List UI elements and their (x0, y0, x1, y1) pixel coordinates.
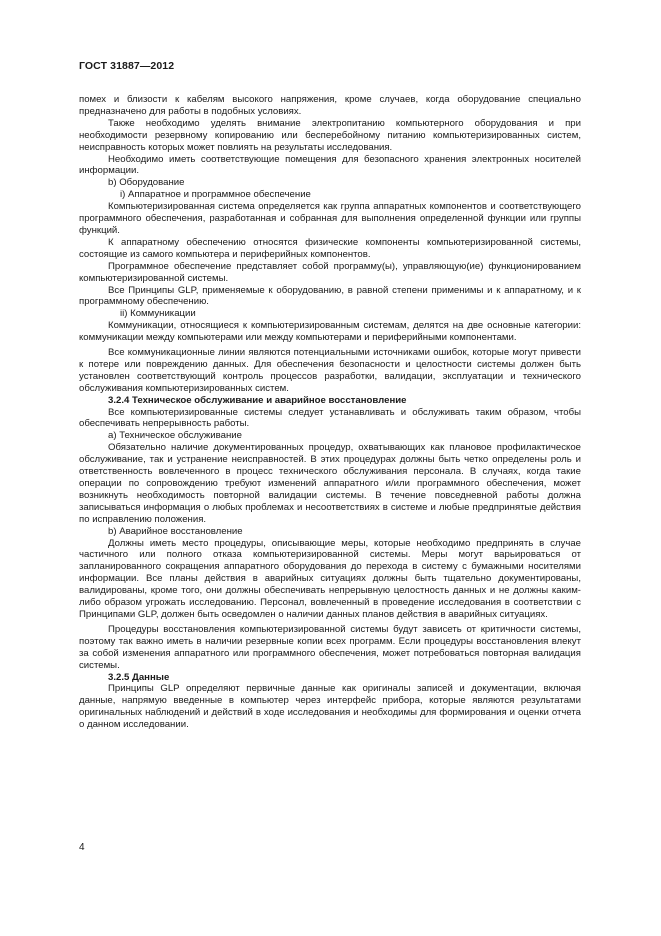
paragraph: Необходимо иметь соответствующие помещения для безопасного хранения электронных носителей информации. (79, 153, 581, 177)
paragraph: К аппаратному обеспечению относятся физические компоненты компьютеризированной системы, состоящие из самого компьютера и периферийных компонентов. (79, 236, 581, 260)
subsection-heading: b) Аварийное восстановление (108, 525, 243, 537)
paragraph: Также необходимо уделять внимание электропитанию компьютерного оборудования и при необходимости резервному копированию или бесперебойному питанию компьютеризированных систем, неисправность которых может повлиять на результаты исследования. (79, 117, 581, 153)
section-heading: 3.2.5 Данные (108, 671, 170, 683)
subsection-heading: b) Оборудование (108, 177, 185, 189)
paragraph: Все Принципы GLP, применяемые к оборудованию, в равной степени применимы и к аппаратному, и к программному обеспечению. (79, 284, 581, 308)
section-heading: 3.2.4 Техническое обслуживание и аварийное восстановление (108, 394, 407, 406)
paragraph: Программное обеспечение представляет собой программу(ы), управляющую(ие) функционированием компьютеризированной системы. (79, 260, 581, 284)
page-number: 4 (79, 842, 85, 853)
paragraph: Все компьютеризированные системы следует устанавливать и обслуживать таким образом, чтобы обеспечивать непрерывность работы. (79, 406, 581, 430)
paragraph: Должны иметь место процедуры, описывающие меры, которые необходимо предпринять в случае частичного или полного отказа компьютеризированной системы. Меры могут варьироваться от запланированного сокращения аппаратного оборудования до перехода в систему с бумажными носителями информации. Все планы действия в аварийных ситуациях должны быть тщательно документированы, валидированы, кроме того, они должны обеспечивать непрерывную целостность данных и не должны каким-либо образом угрожать исследованию. Персонал, вовлеченный в проведение исследования в соответствии с Принципами GLP, должен быть осведомлен о наличии данных планов действия в аварийных ситуациях. (79, 537, 581, 620)
document-header: ГОСТ 31887—2012 (79, 60, 175, 72)
page-body (79, 94, 581, 731)
subsection-heading: i) Аппаратное и программное обеспечение (120, 189, 311, 201)
paragraph: помех и близости к кабелям высокого напряжения, кроме случаев, когда оборудование специально предназначено для работы в подобных условиях. (79, 94, 581, 117)
subsection-heading: a) Техническое обслуживание (108, 430, 242, 442)
paragraph: Компьютеризированная система определяется как группа аппаратных компонентов и соответствующего программного обеспечения, разработанная и собранная для выполнения определенной функции или группы функций. (79, 201, 581, 236)
paragraph: Принципы GLP определяют первичные данные как оригиналы записей и документации, включая данные, напрямую введенные в компьютер через интерфейс прибора, которые являются результатами оригинальных наблюдений и действий в ходе исследования и необходимы для формирования и оценки отчета о данном исследовании. (79, 683, 581, 731)
paragraph: Коммуникации, относящиеся к компьютеризированным системам, делятся на две основные категории: коммуникации между компьютерами или между компьютерами и периферийными компонентами. (79, 320, 581, 344)
paragraph: Обязательно наличие документированных процедур, охватывающих как плановое профилактическое обслуживание, так и устранение неисправностей. В этих процедурах должны быть четко определены роль и ответственность вовлеченного в процесс технического обслуживания персонала. В случаях, когда такие операции по сопровождению требуют изменений аппаратного и/или программного обеспечения, может возникнуть необходимость повторной валидации системы. В течение повседневной работы должна записываться информация о любых проблемах и несоответствиях в системе и любые предпринятые действия по исправлению положения. (79, 442, 581, 525)
paragraph: Все коммуникационные линии являются потенциальными источниками ошибок, которые могут привести к потере или повреждению данных. Для обеспечения безопасности и целостности системы должен быть установлен соответствующий контроль процессов разработки, валидации, эксплуатации и технического обслуживания компьютеризированных систем. (79, 347, 581, 394)
subsection-heading: ii) Коммуникации (120, 308, 196, 320)
paragraph: Процедуры восстановления компьютеризированной системы будут зависеть от критичности системы, поэтому так важно иметь в наличии резервные копии всех программ. Если процедуры восстановления влекут за собой изменения аппаратного или программного обеспечения, может потребоваться повторная валидация системы. (79, 623, 581, 671)
